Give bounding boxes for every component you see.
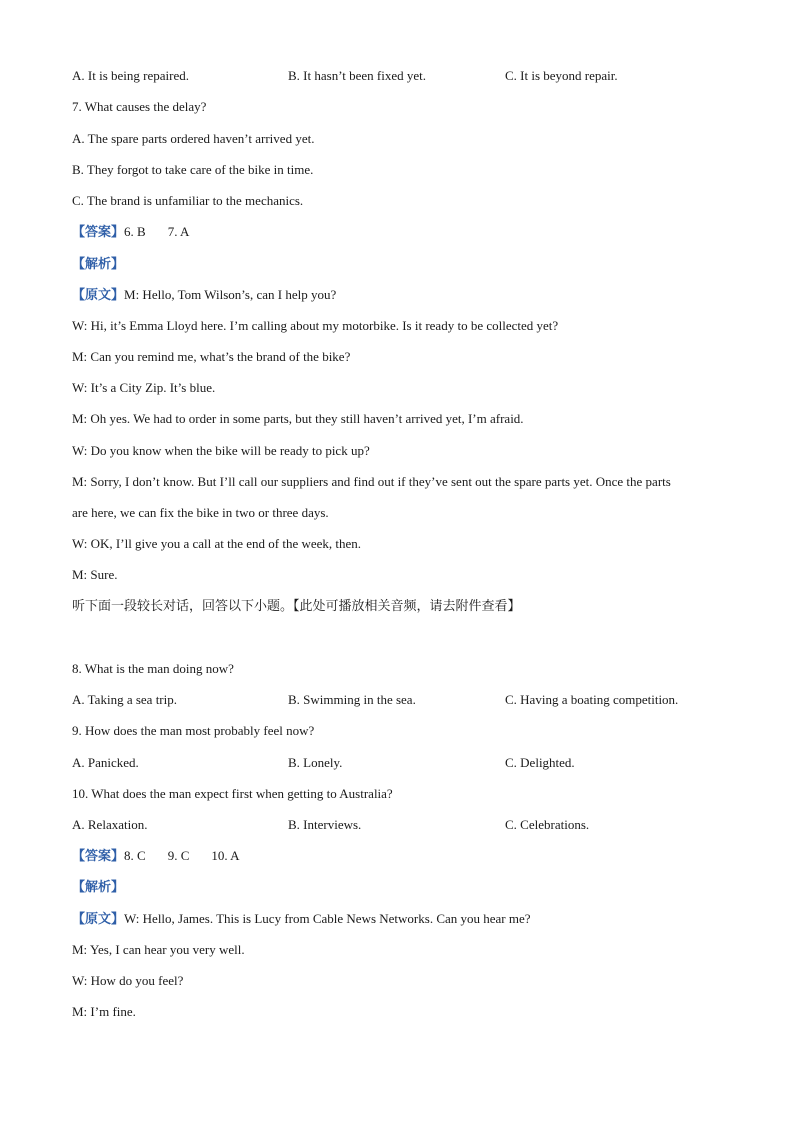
q6-option-c: C. It is beyond repair. (505, 68, 618, 83)
transcript-tag: 【原文】 (72, 912, 125, 927)
q9-option-b: B. Lonely. (288, 755, 343, 770)
answer-6: 6. B (124, 224, 146, 239)
transcript-line: 【原文】M: Hello, Tom Wilson’s, can I help you? (72, 287, 337, 303)
transcript-line: M: Sure. (72, 567, 118, 582)
transcript-line: W: How do you feel? (72, 973, 184, 988)
q7-option-b: B. They forgot to take care of the bike in time. (72, 162, 314, 177)
q9-option-a: A. Panicked. (72, 755, 139, 770)
q6-option-b: B. It hasn’t been fixed yet. (288, 68, 427, 83)
q10-option-b: B. Interviews. (288, 817, 362, 832)
transcript-line: M: Can you remind me, what’s the brand of the bike? (72, 349, 351, 364)
answer-tag: 【答案】 (72, 225, 125, 240)
listening-instruction: 听下面一段较长对话，回答以下小题。【此处可播放相关音频，请去附件查看】 (72, 599, 521, 614)
q6-option-a: A. It is being repaired. (72, 68, 189, 83)
q8-option-a: A. Taking a sea trip. (72, 692, 177, 707)
q8-question: 8. What is the man doing now? (72, 661, 234, 676)
q8-option-c: C. Having a boating competition. (505, 692, 679, 707)
analysis-heading-2: 【解析】 (72, 880, 125, 895)
q7-option-c: C. The brand is unfamiliar to the mechanics. (72, 193, 304, 208)
q7-question: 7. What causes the delay? (72, 99, 207, 114)
transcript-line: W: It’s a City Zip. It’s blue. (72, 380, 216, 395)
transcript-line: W: Do you know when the bike will be ready to pick up? (72, 443, 370, 458)
q10-option-c: C. Celebrations. (505, 817, 590, 832)
q8-option-b: B. Swimming in the sea. (288, 692, 416, 707)
transcript-line: M: Oh yes. We had to order in some parts, but they still haven’t arrived yet, I’m afraid. (72, 411, 524, 426)
q9-question: 9. How does the man most probably feel now? (72, 723, 315, 738)
transcript-line: W: Hi, it’s Emma Lloyd here. I’m calling about my motorbike. Is it ready to be collected yet? (72, 318, 559, 333)
transcript-line: W: OK, I’ll give you a call at the end of the week, then. (72, 536, 362, 551)
answer-tag: 【答案】 (72, 849, 125, 864)
transcript-line: M: I’m fine. (72, 1004, 136, 1019)
transcript-line: M: Sorry, I don’t know. But I’ll call our suppliers and find out if they’ve sent out the spare parts yet. Once the parts (72, 474, 671, 489)
answer-9: 9. C (167, 848, 190, 863)
q10-option-a: A. Relaxation. (72, 817, 148, 832)
q7-option-a: A. The spare parts ordered haven’t arrived yet. (72, 131, 315, 146)
transcript-tag: 【原文】 (72, 288, 125, 303)
answer-10: 10. A (211, 848, 240, 863)
q9-option-c: C. Delighted. (505, 755, 575, 770)
analysis-heading-1: 【解析】 (72, 257, 125, 272)
answer-8: 8. C (124, 848, 146, 863)
answer-block-2 (72, 847, 240, 866)
transcript-line: 【原文】W: Hello, James. This is Lucy from Cable News Networks. Can you hear me? (72, 911, 531, 927)
answer-block-1 (72, 223, 189, 242)
q10-question: 10. What does the man expect first when getting to Australia? (72, 786, 393, 801)
answer-7: 7. A (167, 224, 190, 239)
transcript-line: are here, we can fix the bike in two or three days. (72, 505, 329, 520)
transcript-line: M: Yes, I can hear you very well. (72, 942, 245, 957)
